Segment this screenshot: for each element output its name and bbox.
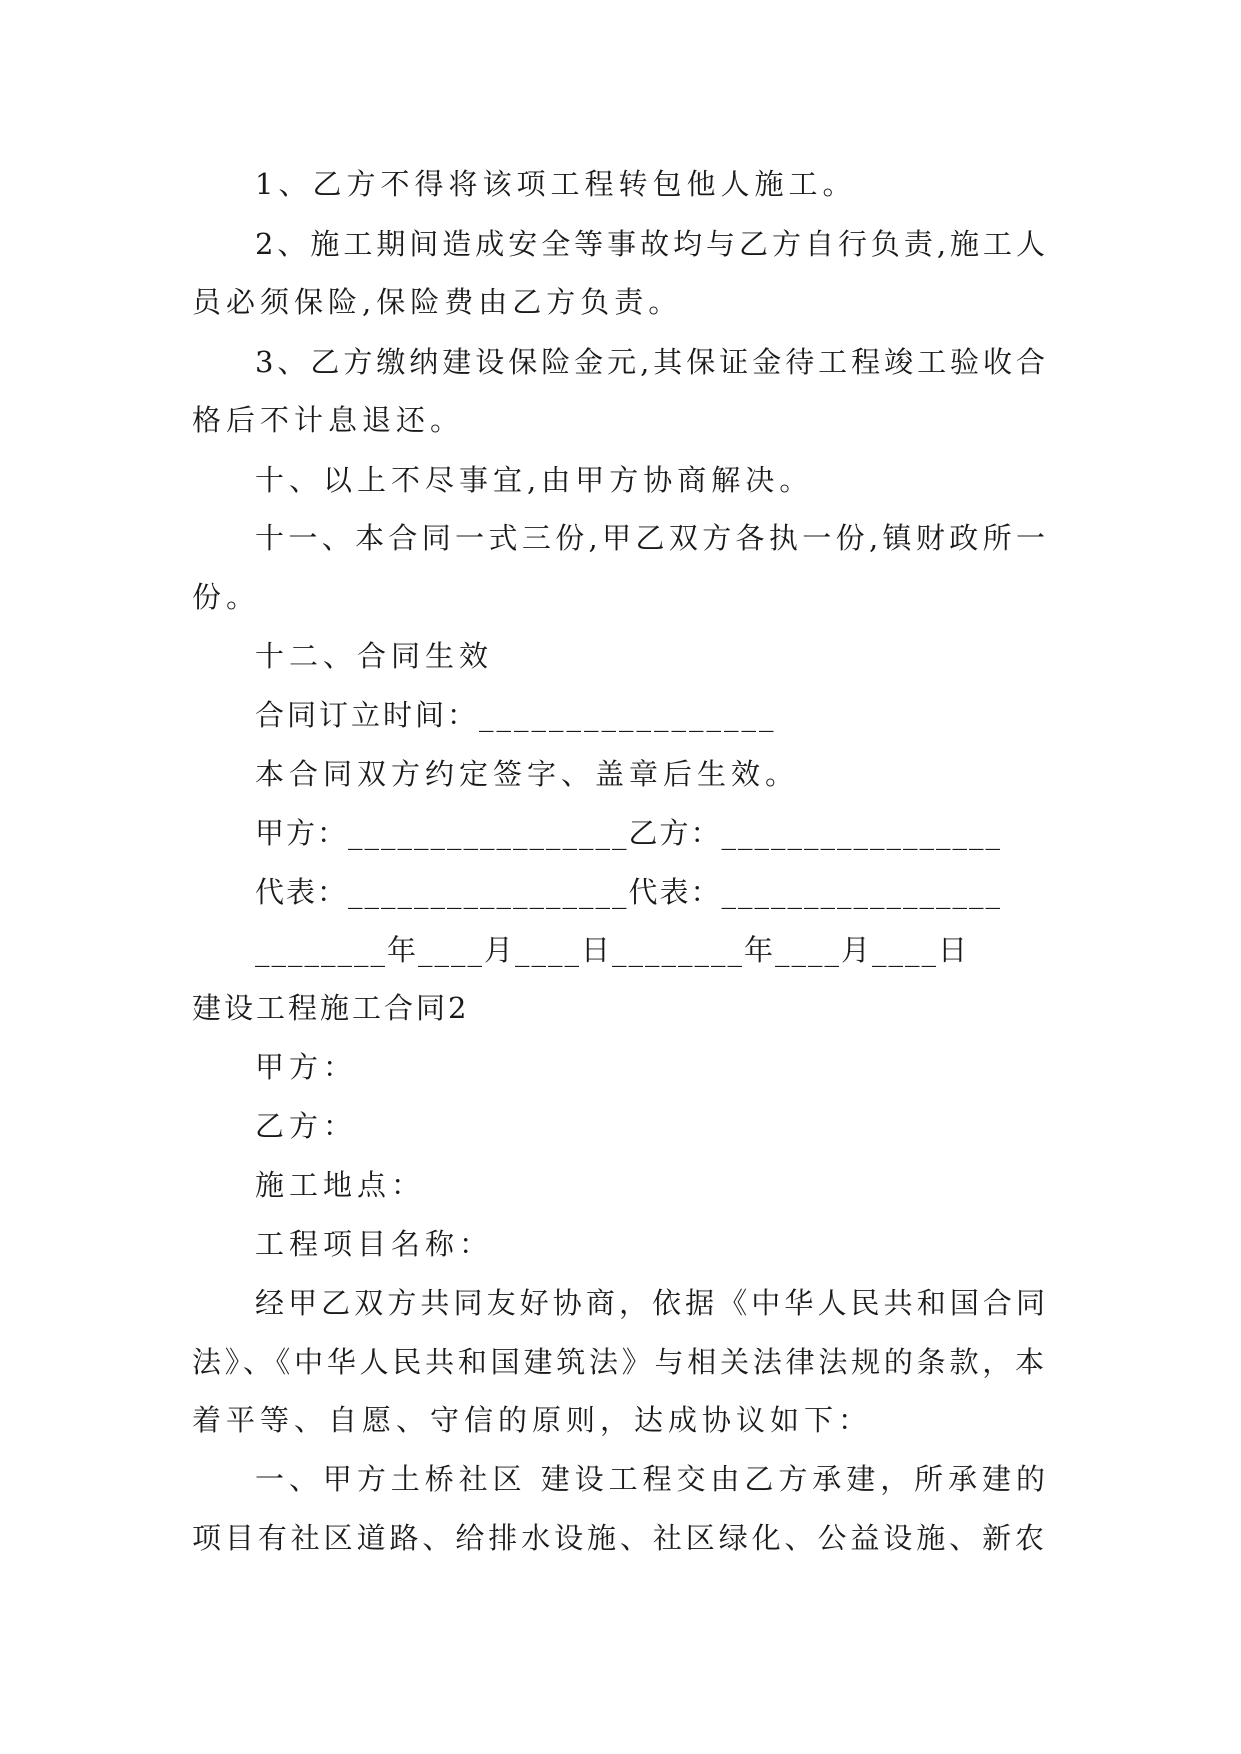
paragraph-line: 份。 — [192, 580, 261, 614]
field-construction-site: 施工地点： — [255, 1168, 426, 1202]
paragraph-line: 项目有社区道路、给排水设施、社区绿化、公益设施、新农 — [192, 1521, 1044, 1555]
document-title: 建设工程施工合同2 — [192, 991, 470, 1025]
paragraph-line: 格后不计息退还。 — [192, 403, 465, 437]
paragraph-line: 2、施工期间造成安全等事故均与乙方自行负责,施工人 — [255, 227, 1045, 261]
paragraph-line: 着平等、自愿、守信的原则，达成协议如下： — [192, 1403, 873, 1437]
paragraph-line: 1、乙方不得将该项工程转包他人施工。 — [255, 167, 857, 201]
paragraph-line: 十一、本合同一式三份,甲乙双方各执一份,镇财政所一 — [255, 521, 1045, 555]
signing-date-line: 合同订立时间：_________________ — [255, 698, 777, 732]
representative-signature-line: 代表：_________________代表：_________________ — [255, 875, 1003, 909]
field-party-b: 乙方： — [255, 1109, 358, 1143]
paragraph-line: 法》、《中华人民共和国建筑法》与相关法律法规的条款，本 — [192, 1345, 1044, 1379]
field-party-a: 甲方： — [255, 1050, 358, 1084]
paragraph-line: 员必须保险,保险费由乙方负责。 — [192, 285, 683, 319]
party-signature-line: 甲方：_________________乙方：_________________ — [255, 816, 1003, 850]
paragraph-line: 本合同双方约定签字、盖章后生效。 — [255, 757, 800, 791]
section-heading: 十二、合同生效 — [255, 639, 494, 673]
paragraph-line: 十、以上不尽事宜,由甲方协商解决。 — [255, 463, 814, 497]
paragraph-line: 3、乙方缴纳建设保险金元,其保证金待工程竣工验收合 — [255, 345, 1045, 379]
field-project-name: 工程项目名称： — [255, 1227, 494, 1261]
paragraph-line: 一、甲方土桥社区 建设工程交由乙方承建，所承建的 — [255, 1462, 1045, 1496]
paragraph-line: 经甲乙双方共同友好协商，依据《中华人民共和国合同 — [255, 1286, 1045, 1320]
date-signature-line: ________年____月____日________年____月____日 — [255, 933, 970, 967]
